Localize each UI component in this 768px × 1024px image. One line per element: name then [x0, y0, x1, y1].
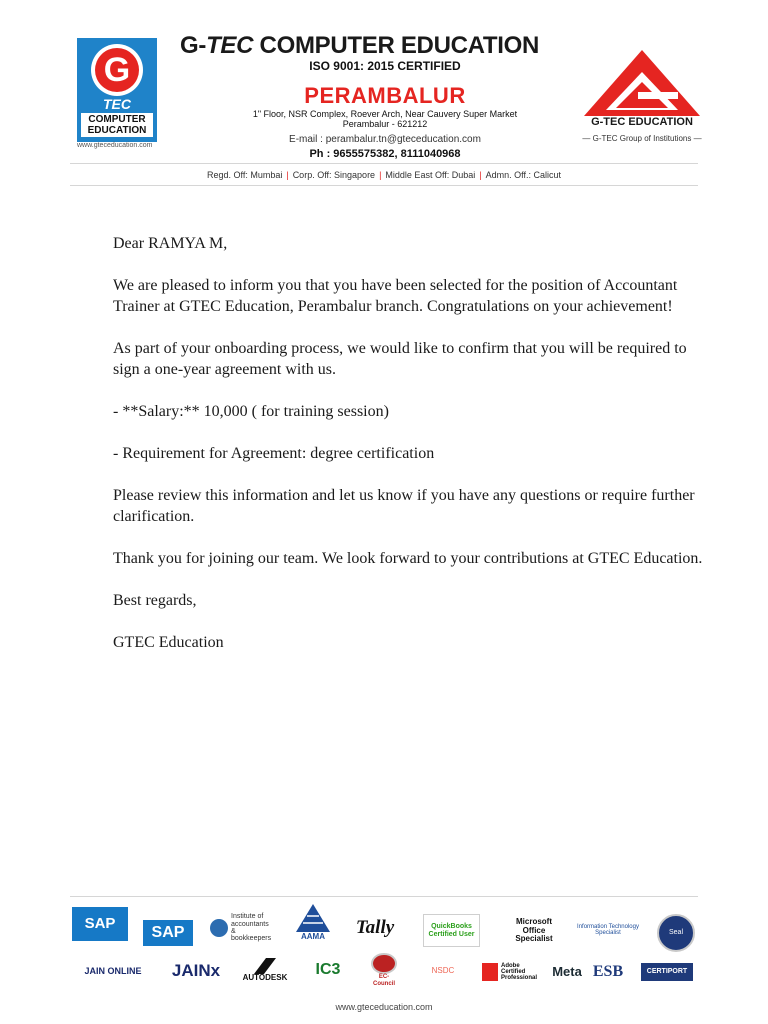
esb-logo: ESB	[592, 962, 624, 980]
meta-logo: Meta	[552, 964, 582, 980]
adobe-certified-logo: Adobe Certified Professional	[482, 959, 544, 985]
pyramid-icon	[295, 903, 331, 933]
iab-logo: Institute of accountants & bookkeepers	[210, 914, 275, 942]
paragraph: Thank you for joining our team. We look forward to your contributions at GTEC Education.	[113, 550, 703, 567]
footer-divider	[70, 896, 698, 897]
ec-council-logo: EC-Council	[368, 953, 400, 987]
tally-logo: Tally	[355, 917, 395, 939]
office-item: Middle East Off: Dubai	[385, 170, 476, 180]
office-item: Regd. Off: Mumbai	[206, 170, 283, 180]
paragraph: We are pleased to inform you that you have been selected for the position of Accountant Trainer at GTEC Education, Perambalur branch. Congratulations on your achievement!	[113, 277, 678, 315]
signature: GTEC Education	[113, 634, 224, 651]
autodesk-logo: AUTODESK	[238, 954, 292, 986]
logo-url: www.gteceducation.com	[77, 142, 153, 149]
sap-partner-logo: SAP	[72, 907, 128, 941]
aama-logo: AAMA	[292, 898, 334, 946]
logo-letter: G	[95, 48, 139, 92]
phone-text: Ph : 9655575382, 8111040968	[309, 148, 461, 160]
offices-line: Regd. Off: Mumbai | Corp. Off: Singapore | Middle East Off: Dubai | Admn. Off.: Calicut	[206, 170, 562, 180]
email-text: E-mail : perambalur.tn@gteceducation.com	[289, 134, 481, 145]
office-item: Admn. Off.: Calicut	[485, 170, 562, 180]
gtec-logo	[77, 38, 157, 142]
certiport-logo: CERTIPORT	[641, 963, 693, 981]
autodesk-icon	[254, 958, 276, 974]
logo-group-text: — G-TEC Group of Institutions —	[582, 134, 702, 143]
quickbooks-logo: QuickBooks Certified User	[423, 914, 480, 947]
letter-body	[113, 233, 713, 674]
ic3-logo: IC3	[315, 960, 341, 978]
jainx-logo: JAINx	[171, 961, 221, 981]
branch-city: PERAMBALUR	[304, 83, 466, 108]
address-line-1: 1" Floor, NSR Complex, Roever Arch, Near Cauvery Super Market	[252, 109, 518, 119]
sap-logo: SAP	[143, 920, 193, 946]
triangle-logo-icon	[582, 48, 702, 118]
address-line-2: Perambalur - 621212	[342, 119, 428, 129]
microsoft-logo: Microsoft Office Specialist	[515, 917, 553, 944]
gtec-education-logo	[582, 48, 702, 148]
logo-ce-text: COMPUTER EDUCATION	[81, 113, 153, 137]
requirement-line: - Requirement for Agreement: degree certification	[113, 445, 435, 462]
jain-online-logo: JAIN ONLINE	[84, 966, 142, 977]
nsdc-logo: NSDC	[431, 965, 455, 975]
salutation: Dear RAMYA M,	[113, 235, 228, 252]
header-divider	[70, 185, 698, 186]
logo-circle	[91, 44, 143, 96]
its-logo: Information Technology Specialist	[577, 923, 639, 936]
footer-url: www.gteceducation.com	[335, 1002, 433, 1012]
salary-line: - **Salary:** 10,000 ( for training session)	[113, 403, 389, 420]
paragraph: As part of your onboarding process, we would like to confirm that you will be required to sign a one-year agreement with us.	[113, 340, 687, 378]
paragraph: Please review this information and let us know if you have any questions or require further clarification.	[113, 487, 695, 525]
iso-certification: ISO 9001: 2015 CERTIFIED	[309, 59, 461, 73]
logo-brand-text: G-TEC EDUCATION	[591, 116, 693, 128]
company-title: G-TEC COMPUTER EDUCATION	[180, 32, 540, 59]
closing: Best regards,	[113, 592, 197, 609]
logo-tec-text: TEC	[103, 96, 131, 112]
office-item: Corp. Off: Singapore	[292, 170, 376, 180]
header-divider	[70, 163, 698, 164]
seal-logo: Seal	[657, 914, 695, 952]
